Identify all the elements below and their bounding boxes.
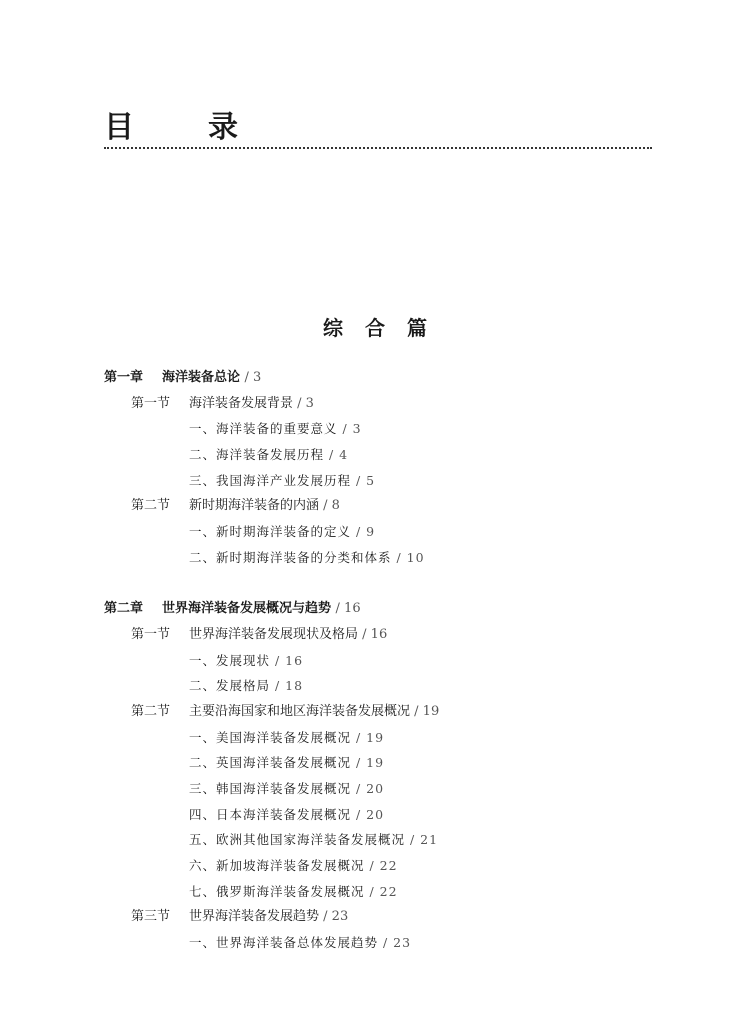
toc-page-number: / 3 [244,370,262,385]
toc-page-number: / 19 [414,703,440,719]
toc-item-entry[interactable] [104,879,664,905]
toc-item-entry[interactable] [104,802,664,828]
toc-page-number: / 21 [410,832,439,848]
toc-section-title: 世界海洋装备发展趋势 [189,909,320,925]
toc-item-title: 七、俄罗斯海洋装备发展概况 [189,883,365,899]
toc-section-number: 第一节 [131,395,171,411]
toc-item-entry[interactable] [104,519,664,545]
toc-item-title: 五、欧洲其他国家海洋装备发展概况 [189,832,406,848]
toc-page-number: / 16 [335,601,361,617]
title-dotted-rule [104,147,652,149]
toc-item-title: 二、发展格局 [189,678,271,694]
toc-page-number: / 20 [356,806,385,822]
toc-item-title: 一、海洋装备的重要意义 [189,421,338,437]
toc-item-entry[interactable] [104,776,664,802]
toc-chapter-entry[interactable] [104,365,664,391]
toc-item-title: 一、新时期海洋装备的定义 [189,524,352,540]
toc-section-number: 第二节 [131,703,171,719]
toc-item-title: 一、发展现状 [189,652,271,668]
toc-item-title: 二、英国海洋装备发展概况 [189,755,352,771]
toc-page-number: / 20 [356,781,385,796]
toc-item-entry[interactable] [104,930,664,956]
toc-item-title: 二、海洋装备发展历程 [189,447,325,463]
toc-page-number: / 8 [323,498,340,514]
toc-item-entry[interactable] [104,468,664,494]
toc-section-title: 主要沿海国家和地区海洋装备发展概况 [189,703,411,719]
toc-item-title: 四、日本海洋装备发展概况 [189,806,352,822]
toc-section-title: 世界海洋装备发展现状及格局 [189,626,359,642]
toc-section-entry[interactable] [104,699,664,725]
toc-item-entry[interactable] [104,853,664,879]
toc-section-entry[interactable] [104,391,664,417]
toc-page-number: / 16 [362,626,388,642]
toc-page-number: / 22 [369,858,398,874]
toc-page-number: / 9 [356,524,376,540]
toc-item-title: 三、韩国海洋装备发展概况 [189,781,352,796]
toc-item-entry[interactable] [104,442,664,468]
toc-item-title: 六、新加坡海洋装备发展概况 [189,858,365,874]
toc-section-number: 第一节 [131,626,171,642]
toc-page-number: / 19 [356,729,385,745]
section-heading: 综合篇 [323,316,449,340]
chapter-spacer [104,571,664,597]
toc-page-number: / 4 [329,447,349,463]
toc-item-entry[interactable] [104,750,664,776]
toc-page-number: / 18 [275,678,304,694]
toc-section-number: 第二节 [131,498,171,514]
toc-section-entry[interactable] [104,904,664,930]
toc-item-title: 一、世界海洋装备总体发展趋势 [189,935,379,951]
toc-item-entry[interactable] [104,648,664,674]
toc-item-entry[interactable] [104,725,664,751]
toc-item-title: 三、我国海洋产业发展历程 [189,472,352,488]
toc-section-title: 海洋装备发展背景 [189,395,294,411]
toc-page-number: / 19 [356,755,385,771]
toc-item-entry[interactable] [104,827,664,853]
toc-page-number: / 23 [383,935,412,951]
toc-chapter-entry[interactable] [104,596,664,622]
toc-section-entry[interactable] [104,493,664,519]
toc-section-title: 新时期海洋装备的内涵 [189,498,320,514]
toc-page-number: / 5 [356,472,376,488]
toc-section-number: 第三节 [131,909,171,925]
page-title: 目 录 [104,110,260,145]
toc-chapter-title: 世界海洋装备发展概况与趋势 [162,601,332,617]
toc-item-title: 二、新时期海洋装备的分类和体系 [189,549,392,565]
toc-page-number: / 3 [342,421,362,437]
toc-page-number: / 23 [323,909,349,925]
toc-chapter-number: 第一章 [104,370,144,385]
toc-chapter-number: 第二章 [104,601,144,617]
toc-item-title: 一、美国海洋装备发展概况 [189,729,352,745]
table-of-contents [104,365,664,956]
toc-page-number: / 16 [275,652,304,668]
toc-chapter-title: 海洋装备总论 [162,370,241,385]
toc-item-entry[interactable] [104,673,664,699]
toc-page-number: / 22 [369,883,398,899]
toc-item-entry[interactable] [104,545,664,571]
toc-page-number: / 10 [396,549,425,565]
toc-section-entry[interactable] [104,622,664,648]
toc-item-entry[interactable] [104,416,664,442]
toc-page-number: / 3 [297,395,314,411]
